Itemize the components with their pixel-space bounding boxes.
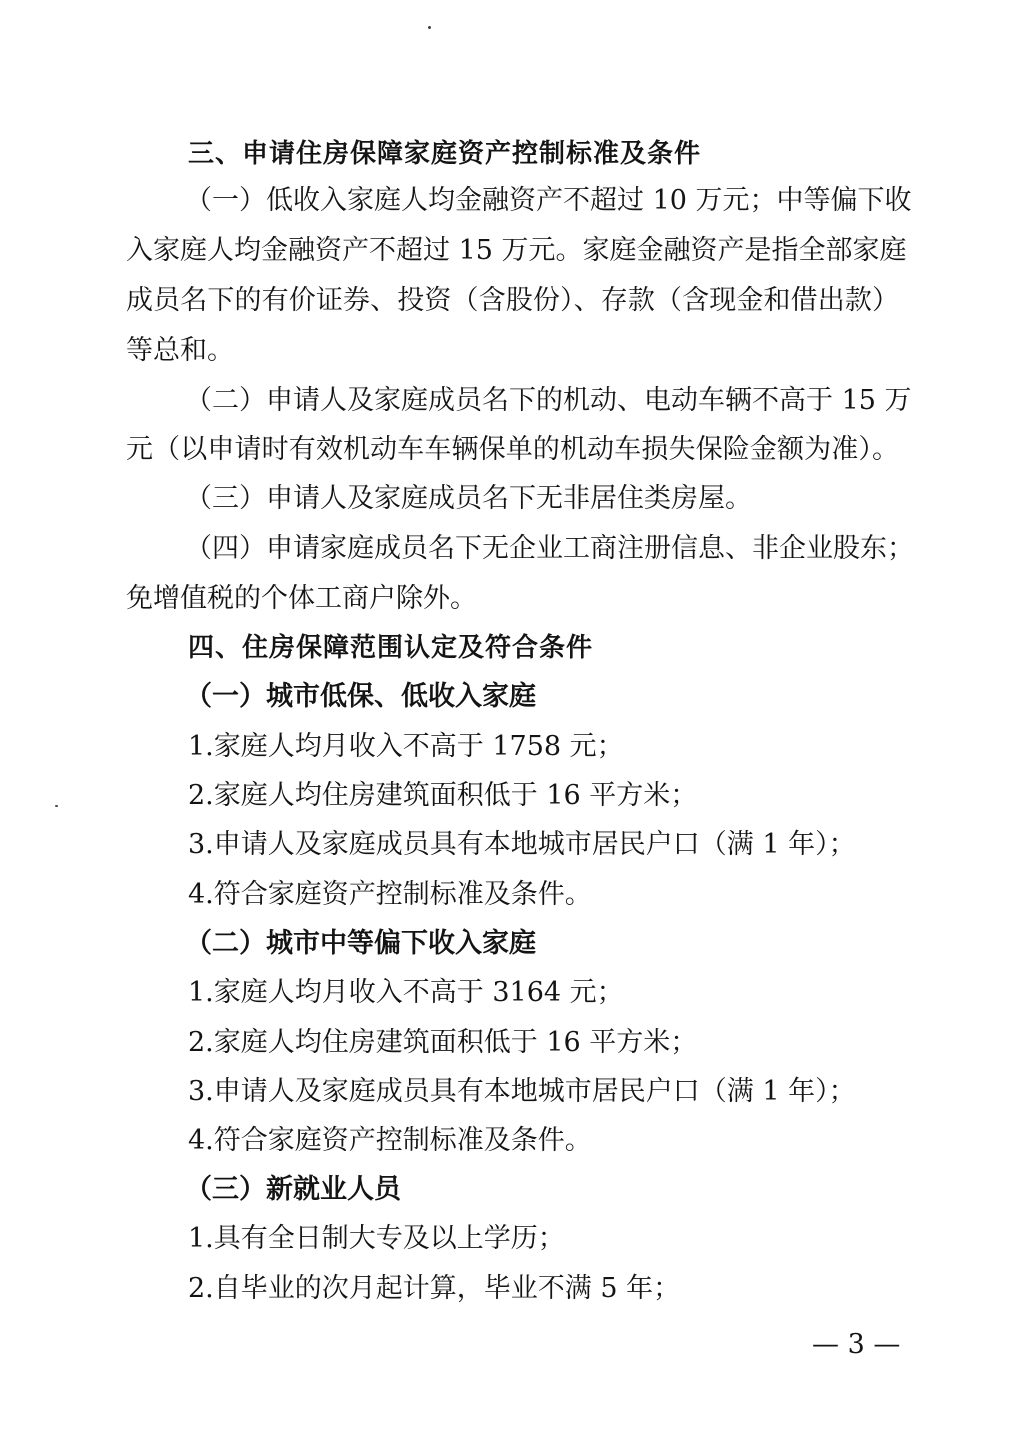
list-item: 3.申请人及家庭成员具有本地城市居民户口（满 1 年）； [188,829,856,860]
paragraph-line: 元（以申请时有效机动车车辆保单的机动车损失保险金额为准）。 [126,434,899,465]
paragraph-line: （三）申请人及家庭成员名下无非居住类房屋。 [185,483,752,514]
section-3-heading: 三、申请住房保障家庭资产控制标准及条件 [188,139,702,169]
section-4-heading: 四、住房保障范围认定及符合条件 [188,633,594,663]
paragraph-line: 等总和。 [126,335,234,366]
list-item: 1.具有全日制大专及以上学历； [188,1223,565,1254]
paragraph-line: （四）申请家庭成员名下无企业工商注册信息、非企业股东； [185,533,914,564]
subsection-heading: （二）城市中等偏下收入家庭 [185,928,536,959]
paragraph-line: 免增值税的个体工商户除外。 [126,583,477,614]
list-item: 4.符合家庭资产控制标准及条件。 [188,1125,592,1156]
list-item: 4.符合家庭资产控制标准及条件。 [188,879,592,910]
list-item: 2.家庭人均住房建筑面积低于 16 平方米； [188,1027,698,1058]
list-item: 1.家庭人均月收入不高于 1758 元； [188,731,624,762]
list-item: 2.自毕业的次月起计算，毕业不满 5 年； [188,1273,681,1304]
subsection-heading: （三）新就业人员 [185,1174,401,1205]
page-number: — 3 — [812,1329,901,1360]
paragraph-line: （二）申请人及家庭成员名下的机动、电动车辆不高于 15 万 [185,385,912,416]
paragraph-line: （一）低收入家庭人均金融资产不超过 10 万元；中等偏下收 [185,185,912,216]
scan-speck [55,805,58,807]
list-item: 3.申请人及家庭成员具有本地城市居民户口（满 1 年）； [188,1076,856,1107]
scan-speck [428,26,431,29]
list-item: 2.家庭人均住房建筑面积低于 16 平方米； [188,780,698,811]
subsection-heading: （一）城市低保、低收入家庭 [185,681,536,712]
paragraph-line: 成员名下的有价证券、投资（含股份）、存款（含现金和借出款） [126,285,899,316]
list-item: 1.家庭人均月收入不高于 3164 元； [188,977,624,1008]
paragraph-line: 入家庭人均金融资产不超过 15 万元。家庭金融资产是指全部家庭 [126,235,907,266]
